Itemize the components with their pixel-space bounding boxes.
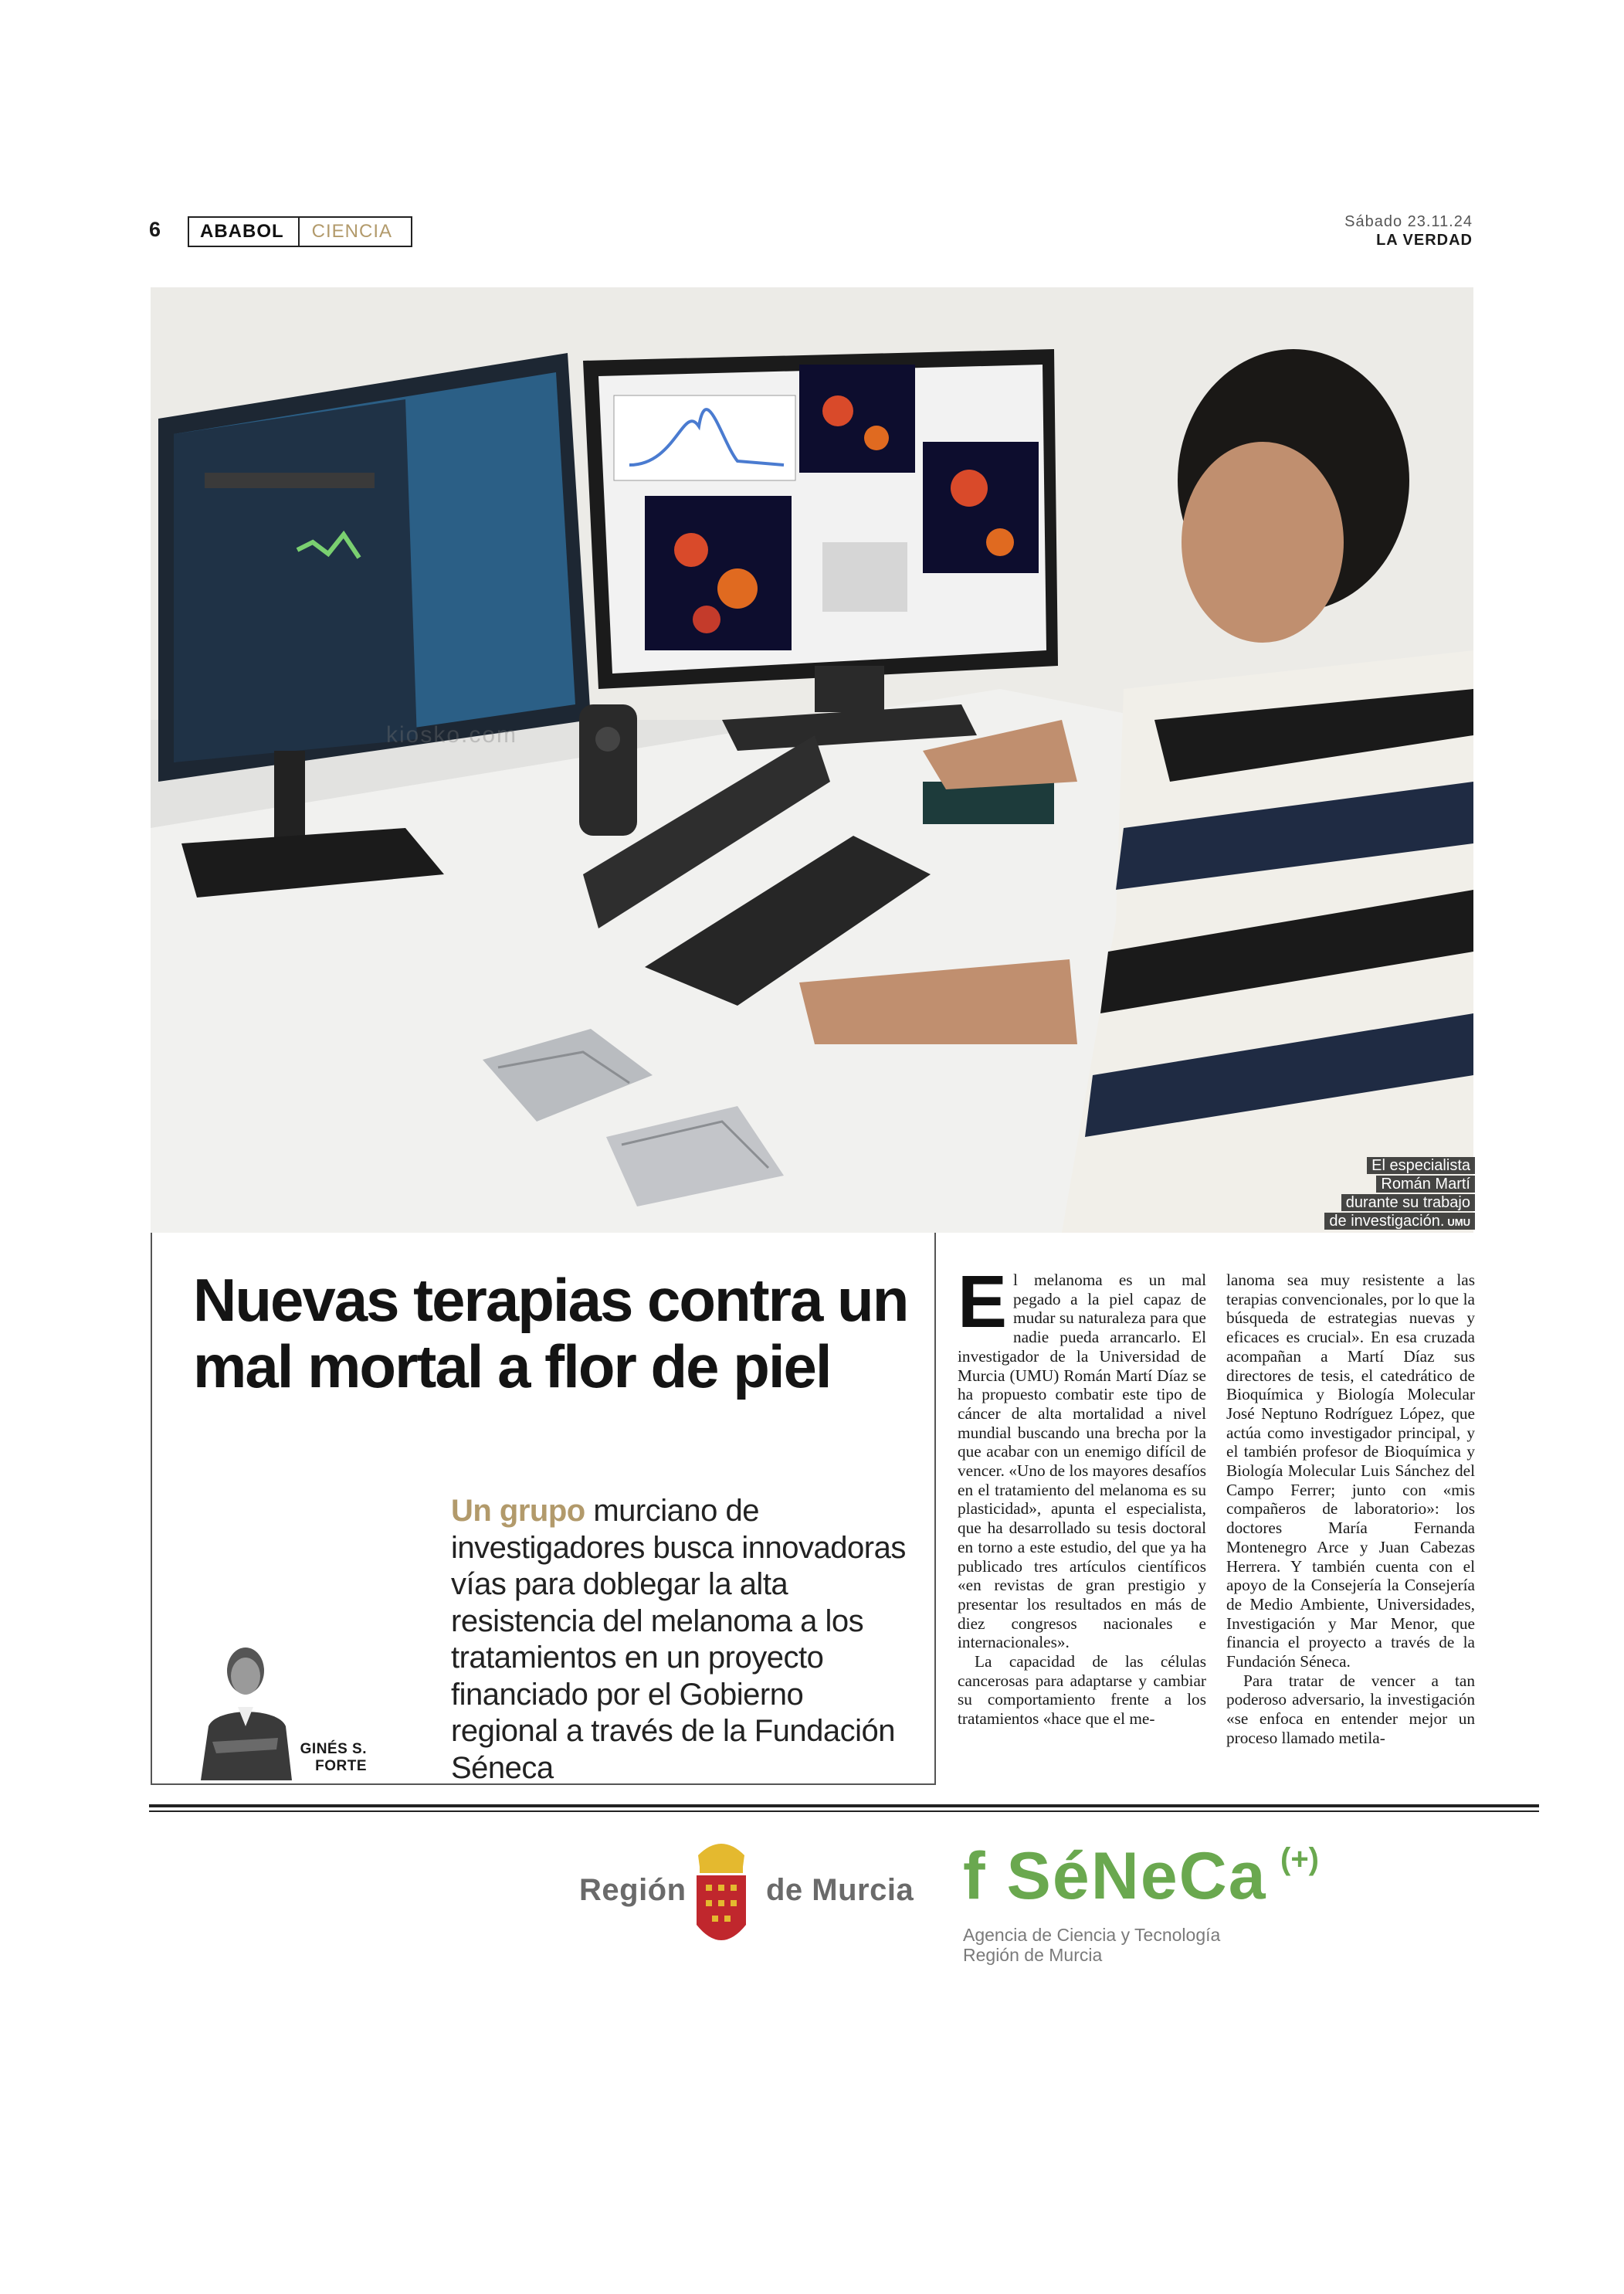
caption-line: El especialista xyxy=(1367,1157,1475,1174)
page-number: 6 xyxy=(149,218,161,241)
body-column-1 xyxy=(958,1261,1206,1729)
subhead-text: murciano de investigadores busca innovadoras vías para doblegar la alta resistencia del melanoma a los tratamientos en un proyecto financiado por el Gobierno regional a través de la Fundación Séneca xyxy=(451,1494,906,1785)
author-surname: FORTE xyxy=(315,1758,367,1774)
body-paragraph: lanoma sea muy resistente a las terapias convencionales, por lo que la búsqueda de estrategias nuevas y eficaces es crucial». En esa cruzada acompañan a Martí Díaz sus directores de tesis, el catedrático de Bioquímica y Biología Molecular José Neptuno Rodríguez López, que actúa como investigador principal, y el también profesor de Bioquímica y Biología Molecular Luis Sánchez del Campo Ferrer; junto con «mis compañeros de laboratorio»: los doctores María Fernanda Montenegro Arce y Juan Cabezas Herrera. Y también cuenta con el apoyo de la Consejería la Consejería de Medio Ambiente, Universidades, Investigación y Mar Menor, que financia el proyecto a través de la Fundación Séneca. xyxy=(1226,1271,1475,1671)
lead-photo xyxy=(151,287,1473,1233)
caption-line: durante su trabajo xyxy=(1341,1194,1475,1211)
author-photo xyxy=(185,1641,293,1780)
caption-line: de investigación. xyxy=(1329,1213,1445,1230)
seneca-tagline: Agencia de Ciencia y Tecnología xyxy=(963,1925,1221,1945)
caption-line: Román Martí xyxy=(1376,1176,1475,1193)
headline-line: mal mortal a flor de piel xyxy=(193,1332,831,1400)
divider-rule xyxy=(149,1804,1539,1807)
section-label xyxy=(188,216,412,247)
body-paragraph: l melanoma es un mal pegado a la piel capaz de mudar su naturaleza para que nadie pueda arrancarlo. El investigador de la Universidad de Murcia (UMU) Román Martí Díaz se ha propuesto combatir este tipo de cáncer de alta mortalidad a nivel mundial buscando una brecha por la que acabar con un enemigo difícil de vencer. «Uno de los mayores desafíos en el tratamiento del melanoma es su plasticidad», apunta el especialista, que ha desarrollado su tesis doctoral en torno a este estudio, del que ya ha publicado tres artículos científicos «en revistas de gran prestigio y presentar los resultados en más de diez congresos nacionales e internacionales». xyxy=(958,1271,1206,1652)
lab-scene-illustration xyxy=(151,287,1473,1233)
body-paragraph: La capacidad de las células cancerosas para adaptarse y cambiar su comportamiento frente a los tratamientos «hace que el me- xyxy=(958,1652,1206,1729)
issue-date: Sábado 23.11.24 xyxy=(1344,213,1473,230)
headline xyxy=(193,1267,911,1400)
subheadline xyxy=(451,1493,907,1787)
body-column-2 xyxy=(1226,1271,1475,1748)
region-logo-text: Región xyxy=(579,1873,687,1907)
seneca-plus: (+) xyxy=(1280,1842,1319,1876)
watermark: kiosko.com xyxy=(386,722,518,748)
body-paragraph: Para tratar de vencer a tan poderoso adversario, la investigación «se enfoca en entender mejor un proceso llamado metila- xyxy=(1226,1671,1475,1747)
headline-line: Nuevas terapias contra un xyxy=(193,1266,908,1334)
photo-caption xyxy=(1324,1156,1475,1232)
divider-rule xyxy=(149,1810,1539,1812)
newspaper-name: LA VERDAD xyxy=(1376,232,1473,249)
author-byline xyxy=(297,1741,367,1775)
photo-credit: UMU xyxy=(1447,1217,1470,1228)
subsection-name: CIENCIA xyxy=(311,221,393,242)
region-coat-of-arms-icon xyxy=(683,1832,760,1956)
section-name: ABABOL xyxy=(189,218,300,246)
region-logo-text: de Murcia xyxy=(766,1873,914,1907)
author-name: GINÉS S. xyxy=(300,1741,367,1757)
drop-cap: E xyxy=(958,1261,1008,1343)
subhead-lead: Un grupo xyxy=(451,1494,585,1528)
seneca-tagline: Región de Murcia xyxy=(963,1945,1103,1965)
seneca-logo: f SéNeCa xyxy=(963,1839,1267,1913)
